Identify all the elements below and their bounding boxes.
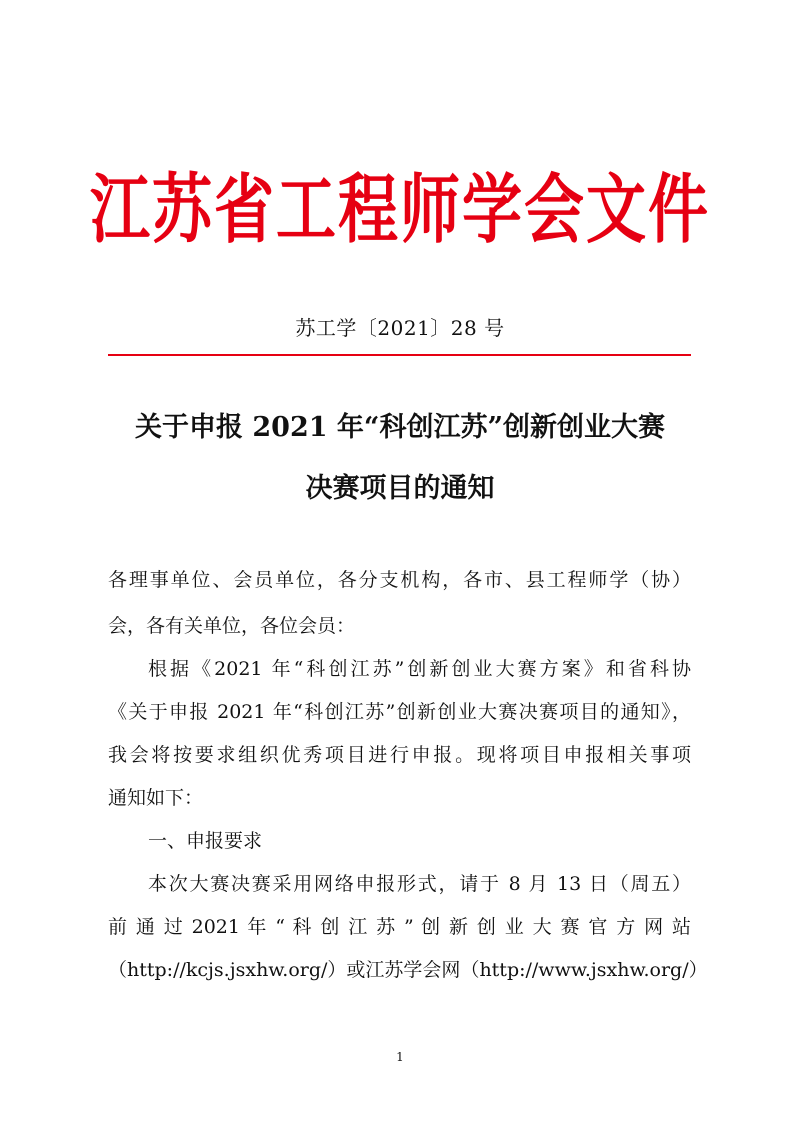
section-heading-requirements: 一、申报要求: [148, 830, 263, 852]
body-line-basis: 根据《2021 年“科创江苏”创新创业大赛方案》和省科协: [148, 658, 691, 680]
body-line-recipients: 各理事单位、会员单位，各分支机构，各市、县工程师学（协）: [108, 569, 691, 591]
notice-title-line-2: 决赛项目的通知: [305, 473, 495, 504]
org-header-title: 江苏省工程师学会文件: [90, 166, 710, 255]
notice-title-line-1: 关于申报 2021 年“科创江苏”创新创业大赛: [134, 412, 665, 443]
body-line-basis-cont-1: 《关于申报 2021 年“科创江苏”创新创业大赛决赛项目的通知》，: [108, 701, 691, 723]
body-line-requirements-1: 本次大赛决赛采用网络申报形式，请于 8 月 13 日（周五）: [148, 873, 691, 895]
body-line-requirements-3: （http://kcjs.jsxhw.org/）或江苏学会网（http://www.jsxhw.org/）: [108, 959, 708, 981]
document-number: 苏工学〔2021〕28 号: [295, 316, 505, 340]
header-red-rule: [108, 354, 691, 356]
body-line-basis-cont-3: 通知如下：: [108, 787, 204, 809]
body-line-recipients-cont: 会，各有关单位，各位会员：: [108, 615, 356, 637]
body-line-basis-cont-2: 我会将按要求组织优秀项目进行申报。现将项目申报相关事项: [108, 744, 691, 766]
page-number: 1: [396, 1050, 404, 1064]
body-line-requirements-2: 前 通 过 2021 年 “ 科 创 江 苏 ” 创 新 创 业 大 赛 官 方 网 站: [108, 916, 691, 938]
